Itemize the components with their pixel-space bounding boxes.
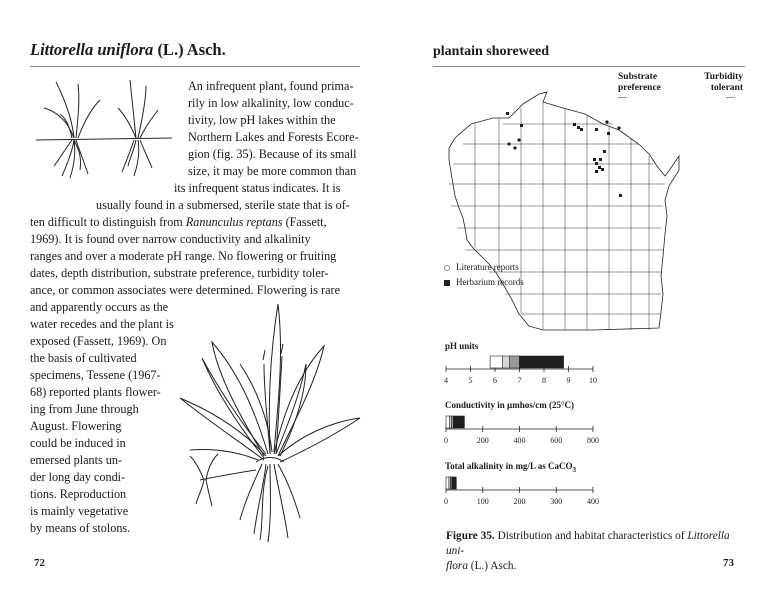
range-segment <box>446 477 449 489</box>
substrate-preference-value: — <box>618 92 627 102</box>
page-number-right: 73 <box>723 557 734 569</box>
ph-chart-title: pH units <box>445 341 479 351</box>
large-plant-illustration <box>160 284 365 546</box>
text-line: An infrequent plant, found prima- <box>188 79 354 93</box>
text-line: 68) reported plants flower- <box>30 385 161 399</box>
range-segment <box>510 356 520 368</box>
text-line: water recedes and the plant is <box>30 317 174 331</box>
range-segment <box>490 356 502 368</box>
text-line: and apparently occurs as the <box>30 300 169 314</box>
tick-label: 200 <box>513 497 526 506</box>
italic-species-name: Ranunculus reptans <box>185 215 283 229</box>
text-line: rily in low alkalinity, low conduc- <box>188 96 354 110</box>
text-line: dates, depth distribution, substrate preference, turbidity toler- <box>30 266 329 280</box>
text-line: the basis of cultivated <box>30 351 137 365</box>
right-page <box>388 0 776 600</box>
species-author: (L.) Asch. <box>157 40 226 59</box>
legend-literature-reports: Literature reports <box>444 262 519 272</box>
turbidity-tolerant-header: Turbidity tolerant <box>704 72 743 93</box>
common-name-title: plantain shoreweed <box>433 44 550 59</box>
conductivity-chart <box>443 412 603 448</box>
tick-label: 5 <box>468 376 473 385</box>
ph-chart <box>443 352 603 388</box>
text-line: emersed plants un- <box>30 453 123 467</box>
caption-label: Figure 35. <box>446 530 495 542</box>
state-outline <box>449 92 679 330</box>
tick-label: 600 <box>550 436 563 445</box>
tick-label: 7 <box>517 376 522 385</box>
figure-caption: Figure 35. Distribution and habitat characteristics of Littorella uni- flora (L.) Asch. <box>446 530 730 572</box>
tick-label: 400 <box>513 436 526 445</box>
text-line: is mainly vegetative <box>30 504 129 518</box>
distribution-map <box>443 88 708 333</box>
tick-label: 9 <box>566 376 571 385</box>
substrate-preference-header: Substrate preference <box>618 72 661 93</box>
tick-label: 200 <box>476 436 489 445</box>
legend-herbarium-records: Herbarium records <box>444 277 524 287</box>
tick-label: 4 <box>444 376 448 385</box>
tick-label: 10 <box>589 376 597 385</box>
text-line: gion (fig. 35). Because of its small <box>188 147 357 161</box>
tick-label: 8 <box>542 376 546 385</box>
tick-label: 300 <box>550 497 563 506</box>
text-line: tivity, low pH lakes within the <box>188 113 336 127</box>
title-rule <box>30 66 360 67</box>
text-line: ance, or common associates were determined. Flowering is rare <box>30 283 340 297</box>
species-title <box>30 40 226 60</box>
species-scientific-name: Littorella uniflora <box>30 40 154 59</box>
text-line: der long day condi- <box>30 470 126 484</box>
text-line: ranges and over a moderate pH range. No flowering or fruiting <box>30 249 337 263</box>
range-segment <box>502 356 509 368</box>
text-line: could be induced in <box>30 436 126 450</box>
text-line: its infrequent status indicates. It is <box>174 181 341 195</box>
tick-label: 100 <box>476 497 489 506</box>
text-line: usually found in a submersed, sterile state that is of- <box>96 198 350 212</box>
literature-report-marker <box>444 265 450 271</box>
text-line: Northern Lakes and Forests Ecore- <box>188 130 359 144</box>
tick-label: 0 <box>444 436 448 445</box>
range-segment <box>446 416 450 428</box>
range-segment <box>453 477 456 489</box>
text-line: size, it may be more common than <box>188 164 357 178</box>
text-line: exposed (Fassett, 1969). On <box>30 334 167 348</box>
alkalinity-chart-title: Total alkalinity in mg/L as CaCO$_3$ <box>445 461 576 474</box>
conductivity-chart-title: Conductivity in µmhos/cm (25°C) <box>445 400 575 410</box>
text-line: 1969). It is found over narrow conductivity and alkalinity <box>30 232 311 246</box>
text-line: tions. Reproduction <box>30 487 127 501</box>
range-segment <box>524 356 563 368</box>
alkalinity-chart <box>443 473 603 509</box>
tick-label: 0 <box>444 497 448 506</box>
tick-label: 400 <box>587 497 599 506</box>
tick-label: 6 <box>493 376 497 385</box>
herbarium-record-marker <box>444 280 450 286</box>
text-line: by means of stolons. <box>30 521 131 535</box>
text-line: specimens, Tessene (1967- <box>30 368 161 382</box>
page-number-left: 72 <box>34 557 45 569</box>
text-line: August. Flowering <box>30 419 122 433</box>
small-plant-illustration <box>34 78 174 182</box>
title-rule-right <box>433 66 745 67</box>
range-segment <box>520 356 525 368</box>
text-line: ing from June through <box>30 402 139 416</box>
range-segment <box>454 416 464 428</box>
turbidity-tolerant-value: — <box>726 92 735 102</box>
tick-label: 800 <box>587 436 599 445</box>
text-line: ten difficult to distinguish from Ranunculus reptans (Fassett, <box>30 215 327 229</box>
